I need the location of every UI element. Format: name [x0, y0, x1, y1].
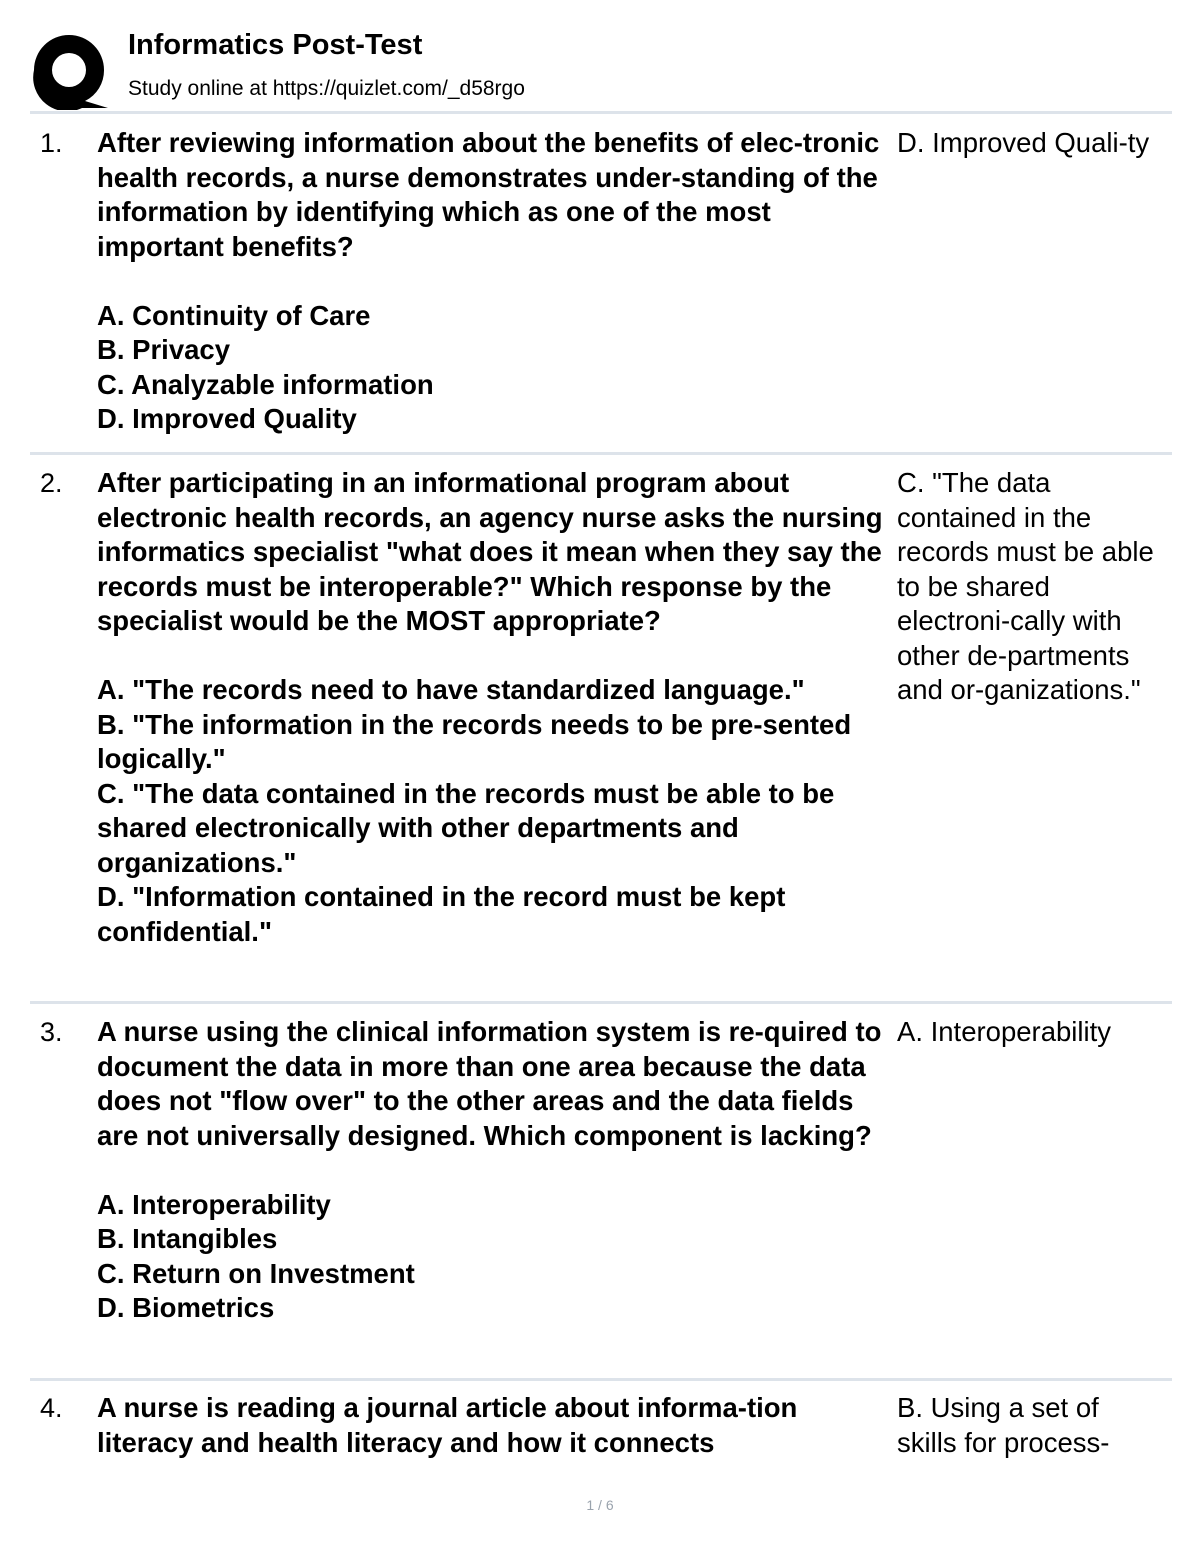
question-stem: After reviewing information about the benefits of elec-tronic health records, a nurse demonstrates under-standing of the information by identifying which as one of the most important benefits? — [97, 127, 880, 262]
question-text — [97, 1015, 897, 1326]
answer-text: B. Using a set of skills for process- — [897, 1392, 1110, 1458]
flashcard-4 — [30, 1391, 1172, 1466]
question-text — [97, 466, 902, 949]
flashcard-1 — [30, 126, 1172, 436]
question-stem: After participating in an informational program about electronic health records, an agency nurse asks the nursing informatics specialist "what does it mean when they say the records must be interoperable?" Which response by the specialist would be the MOST appropriate? — [97, 467, 883, 636]
card-number: 4. — [40, 1393, 63, 1423]
question-stem: A nurse using the clinical information system is re-quired to document the data in more than one area because the data does not "flow over" to the other areas and the data fields are not universally designed. Which component is lacking? — [97, 1016, 882, 1151]
option-b: B. "The information in the records needs to be pre-sented logically." — [97, 708, 852, 774]
option-a: A. Continuity of Care — [97, 299, 371, 331]
answer-options — [97, 1188, 897, 1326]
page-number: 1 / 6 — [586, 1497, 614, 1513]
option-a: A. Interoperability — [97, 1188, 331, 1220]
card-number: 1. — [40, 128, 63, 158]
question-text — [97, 1391, 897, 1460]
answer-text: A. Interoperability — [897, 1016, 1111, 1047]
option-c: C. Analyzable information — [97, 368, 434, 400]
option-d: D. "Information contained in the record must be kept confidential." — [97, 881, 786, 947]
option-a: A. "The records need to have standardized language." — [97, 674, 805, 705]
option-d: D. Biometrics — [97, 1292, 275, 1323]
option-c: C. Return on Investment — [97, 1257, 415, 1289]
flashcard-3 — [30, 1015, 1172, 1365]
document-title: Informatics Post-Test — [128, 29, 423, 61]
divider — [30, 111, 1172, 114]
divider — [30, 1001, 1172, 1004]
answer-options — [97, 673, 902, 949]
study-online-link[interactable]: Study online at https://quizlet.com/_d58rgo — [128, 77, 525, 100]
answer-text: C. "The data contained in the records must be able to be shared electroni-cally with other de-partments and or-ganizations." — [897, 467, 1154, 705]
document-header — [30, 26, 1172, 110]
option-c: C. "The data contained in the records must be able to be shared electronically with other departments and organizations." — [97, 777, 835, 878]
option-b: B. Intangibles — [97, 1223, 278, 1254]
question-stem: A nurse is reading a journal article about informa-tion literacy and health literacy and how it connects — [97, 1392, 798, 1458]
option-b: B. Privacy — [97, 334, 231, 365]
option-d: D. Improved Quality — [97, 403, 357, 434]
card-number: 2. — [40, 468, 63, 498]
flashcard-2 — [30, 466, 1172, 986]
quizlet-logo-icon — [30, 30, 110, 110]
divider — [30, 1378, 1172, 1381]
card-number: 3. — [40, 1017, 63, 1047]
answer-text: D. Improved Quali-ty — [897, 127, 1150, 158]
answer-options — [97, 299, 897, 437]
question-text — [97, 126, 897, 437]
divider — [30, 452, 1172, 455]
